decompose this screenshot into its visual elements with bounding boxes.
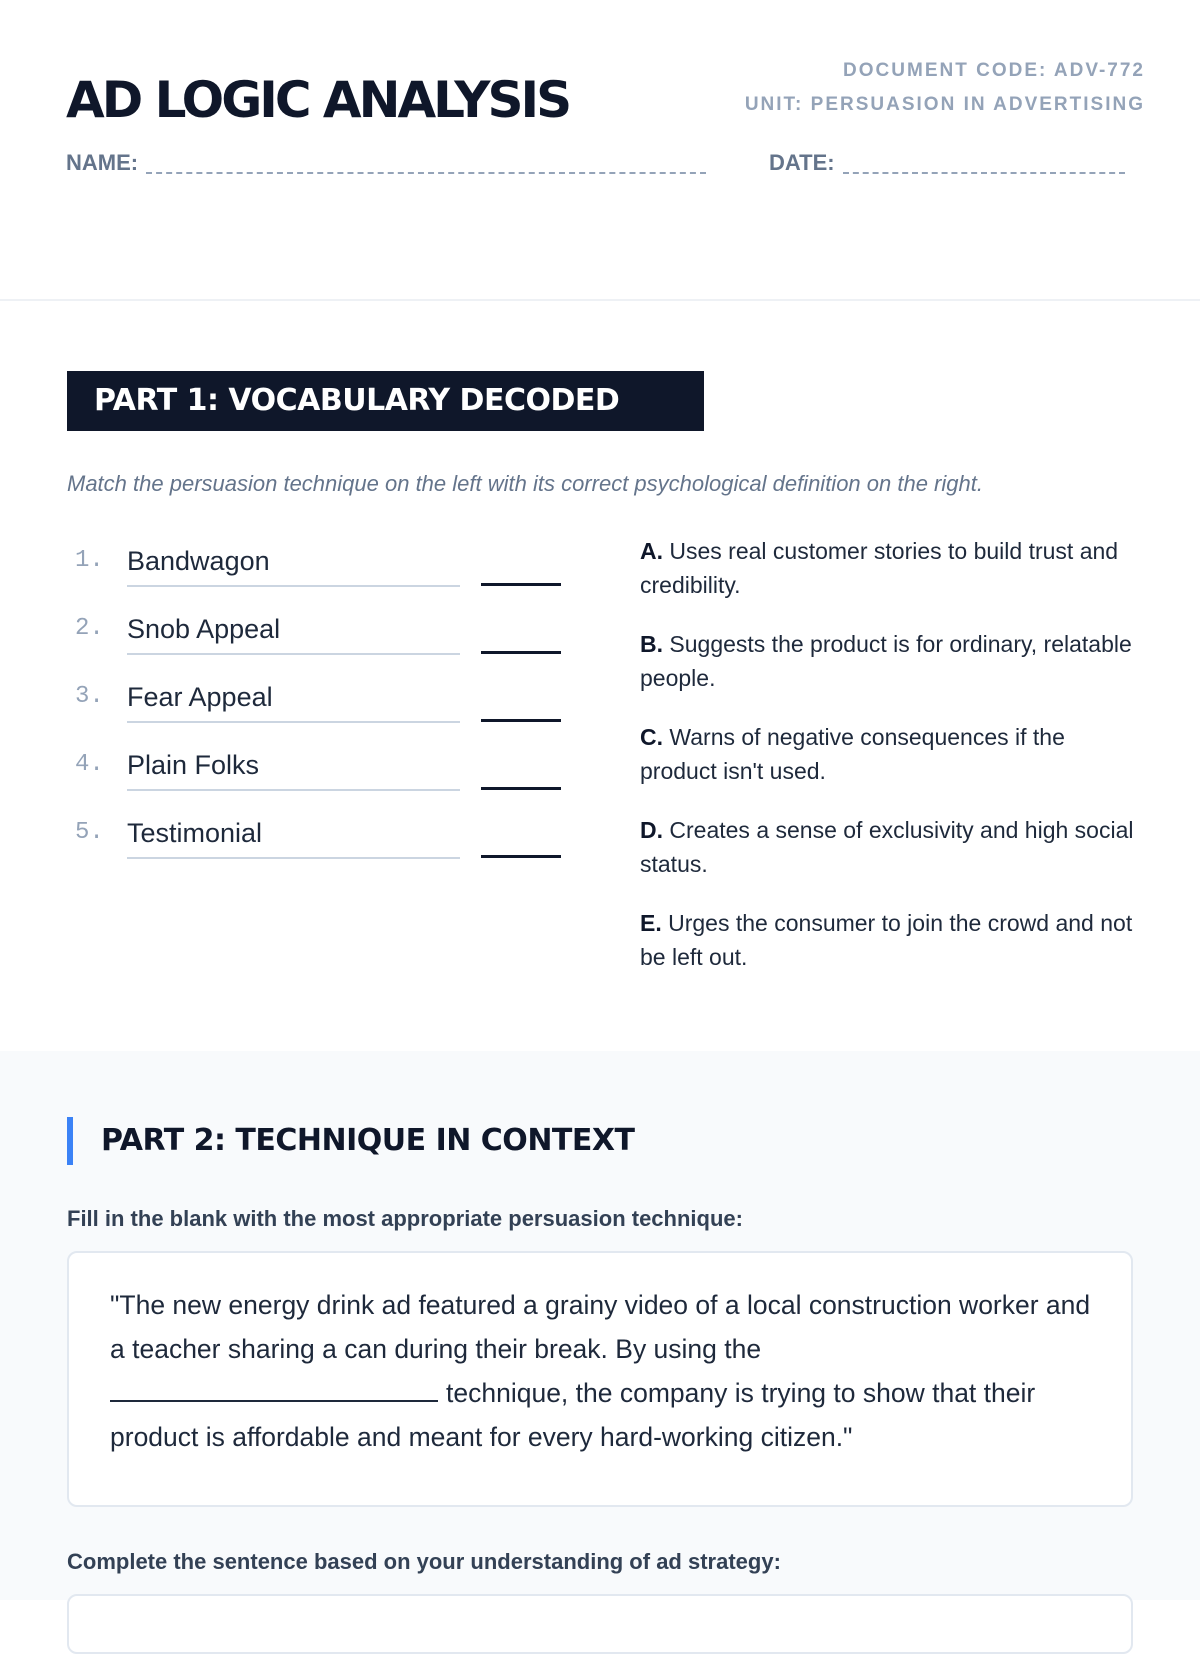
- document-title: AD LOGIC ANALYSIS: [66, 71, 570, 129]
- term-number: 4.: [75, 751, 104, 778]
- name-field: [66, 148, 706, 178]
- definition-text: Urges the consumer to join the crowd and not be left out.: [640, 910, 1133, 970]
- name-blank[interactable]: [146, 150, 706, 174]
- term-answer-blank[interactable]: [481, 831, 561, 858]
- definition-item: [640, 906, 1140, 999]
- worksheet-header: [0, 0, 1200, 301]
- term-row: [67, 745, 567, 813]
- term-label: Testimonial: [127, 813, 460, 859]
- term-answer-blank[interactable]: [481, 559, 561, 586]
- date-blank[interactable]: [843, 150, 1125, 174]
- term-label: Bandwagon: [127, 541, 460, 587]
- term-list: [67, 541, 567, 881]
- definition-text: Uses real customer stories to build trust and credibility.: [640, 538, 1119, 598]
- term-label: Plain Folks: [127, 745, 460, 791]
- term-number: 2.: [75, 615, 104, 642]
- definition-list: [640, 534, 1140, 999]
- definition-text: Suggests the product is for ordinary, relatable people.: [640, 631, 1132, 691]
- date-label: DATE:: [769, 150, 835, 175]
- term-answer-blank[interactable]: [481, 763, 561, 790]
- definition-text: Warns of negative consequences if the product isn't used.: [640, 724, 1065, 784]
- part-2-heading: PART 2: TECHNIQUE IN CONTEXT: [67, 1117, 634, 1165]
- document-code: DOCUMENT CODE: ADV-772: [843, 60, 1145, 81]
- term-number: 3.: [75, 683, 104, 710]
- term-row: [67, 813, 567, 881]
- complete-sentence-prompt: Complete the sentence based on your understanding of ad strategy:: [67, 1549, 781, 1574]
- context-quote-card: [67, 1251, 1133, 1507]
- definition-item: [640, 720, 1140, 813]
- part-1-instructions: Match the persuasion technique on the left with its correct psychological definition on the right.: [67, 471, 983, 496]
- definition-letter: E.: [640, 910, 662, 936]
- part-2-section: [0, 1051, 1200, 1600]
- definition-letter: C.: [640, 724, 663, 750]
- definition-letter: D.: [640, 817, 663, 843]
- definition-letter: A.: [640, 538, 663, 564]
- definition-text: Creates a sense of exclusivity and high social status.: [640, 817, 1134, 877]
- complete-sentence-card: [67, 1594, 1133, 1654]
- technique-answer-blank[interactable]: [110, 1374, 438, 1402]
- definition-item: [640, 813, 1140, 906]
- quote-text-before: "The new energy drink ad featured a grainy video of a local construction worker and a teacher sharing a can during their break. By using the: [110, 1290, 1091, 1364]
- date-field: [769, 148, 1125, 178]
- part-1-heading: PART 1: VOCABULARY DECODED: [67, 371, 704, 431]
- term-answer-blank[interactable]: [481, 695, 561, 722]
- term-number: 1.: [75, 547, 104, 574]
- fill-blank-prompt: Fill in the blank with the most appropriate persuasion technique:: [67, 1206, 743, 1231]
- definition-item: [640, 627, 1140, 720]
- term-label: Fear Appeal: [127, 677, 460, 723]
- term-row: [67, 677, 567, 745]
- document-meta: [745, 54, 1145, 122]
- definition-letter: B.: [640, 631, 663, 657]
- term-label: Snob Appeal: [127, 609, 460, 655]
- unit-label: UNIT: PERSUASION IN ADVERTISING: [744, 94, 1145, 115]
- quote-text-after: technique, the company is trying to show that their product is affordable and meant for every hard-working citizen.": [110, 1378, 1036, 1452]
- definition-item: [640, 534, 1140, 627]
- term-row: [67, 609, 567, 677]
- term-answer-blank[interactable]: [481, 627, 561, 654]
- part-1-section: [0, 301, 1200, 1051]
- name-label: NAME:: [66, 150, 139, 175]
- term-row: [67, 541, 567, 609]
- term-number: 5.: [75, 819, 104, 846]
